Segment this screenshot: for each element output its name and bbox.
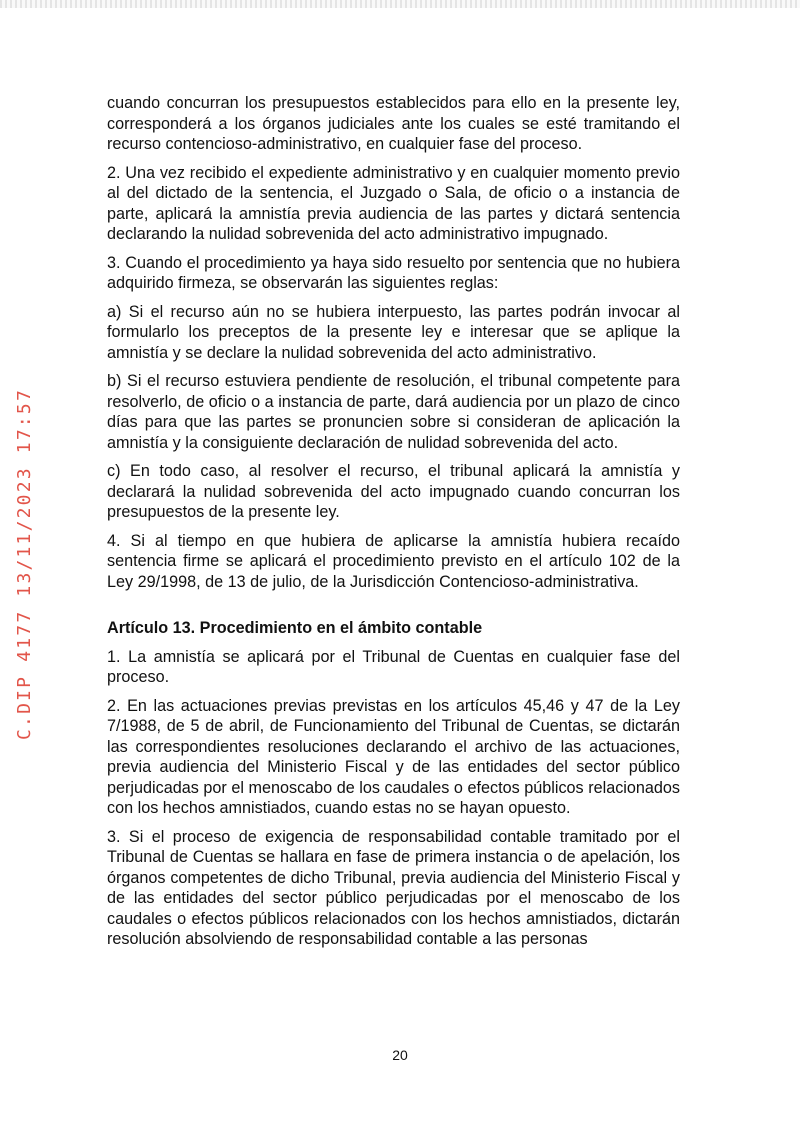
article-13-paragraph-2: 2. En las actuaciones previas previstas en los artículos 45,46 y 47 de la Ley 7/1988, de 5 de abril, de Funcionamiento del Tribunal de Cuentas, se dictarán las correspondientes resoluciones declarando el archivo de las actuaciones, previa audiencia del Ministerio Fiscal y de las entidades del sector público perjudicadas por el menoscabo de los caudales o efectos públicos relacionados con los hechos amnistiados, cuando estas no se hayan opuesto. — [107, 696, 680, 817]
paragraph-rule-c: c) En todo caso, al resolver el recurso, el tribunal aplicará la amnistía y declarará la nulidad sobrevenida del acto impugnado cuando concurran los presupuestos de la presente ley. — [107, 462, 680, 521]
paragraph-item-2: 2. Una vez recibido el expediente administrativo y en cualquier momento previo al del dictado de la sentencia, el Juzgado o Sala, de oficio o a instancia de parte, aplicará la amnistía previa audiencia de las partes y dictará sentencia declarando la nulidad sobrevenida del acto administrativo impugnado. — [107, 163, 680, 243]
document-body — [107, 93, 680, 958]
paragraph-item-4: 4. Si al tiempo en que hubiera de aplicarse la amnistía hubiera recaído sentencia firme se aplicará el procedimiento previsto en el artículo 102 de la Ley 29/1998, de 13 de julio, de la Jurisdicción Contencioso-administrativa. — [107, 531, 680, 591]
article-13-paragraph-3: 3. Si el proceso de exigencia de responsabilidad contable tramitado por el Tribunal de Cuentas se hallara en fase de primera instancia o de apelación, los órganos competentes de dicho Tribunal, previa audiencia del Ministerio Fiscal y de las entidades del sector público perjudicadas por el menoscabo de los caudales o efectos públicos relacionados con los hechos amnistiados, dictarán resolución absolviendo de responsabilidad contable a las personas — [107, 827, 680, 948]
paragraph-rule-a: a) Si el recurso aún no se hubiera interpuesto, las partes podrán invocar al formularlo los preceptos de la presente ley e interesar que se aplique la amnistía y se declare la nulidad sobrevenida del acto administrativo. — [107, 302, 680, 362]
page-number: 20 — [392, 1047, 408, 1063]
registry-stamp: C.DIP 4177 13/11/2023 17:57 — [14, 388, 35, 740]
article-13-paragraph-1: 1. La amnistía se aplicará por el Tribunal de Cuentas en cualquier fase del proceso. — [107, 647, 680, 686]
paragraph-continuation: cuando concurran los presupuestos establecidos para ello en la presente ley, corresponderá a los órganos judiciales ante los cuales se esté tramitando el recurso contencioso-administrativo, en cualquier fase del proceso. — [107, 94, 680, 153]
paragraph-item-3: 3. Cuando el procedimiento ya haya sido resuelto por sentencia que no hubiera adquirido firmeza, se observarán las siguientes reglas: — [107, 253, 680, 292]
paragraph-rule-b: b) Si el recurso estuviera pendiente de resolución, el tribunal competente para resolverlo, de oficio o a instancia de parte, dará audiencia por un plazo de cinco días para que las partes se pronuncien sobre si consideran de aplicación la amnistía y la consiguiente declaración de nulidad sobrevenida del acto. — [107, 372, 680, 452]
article-13-heading: Artículo 13. Procedimiento en el ámbito contable — [107, 619, 483, 637]
scan-top-edge — [0, 0, 800, 8]
